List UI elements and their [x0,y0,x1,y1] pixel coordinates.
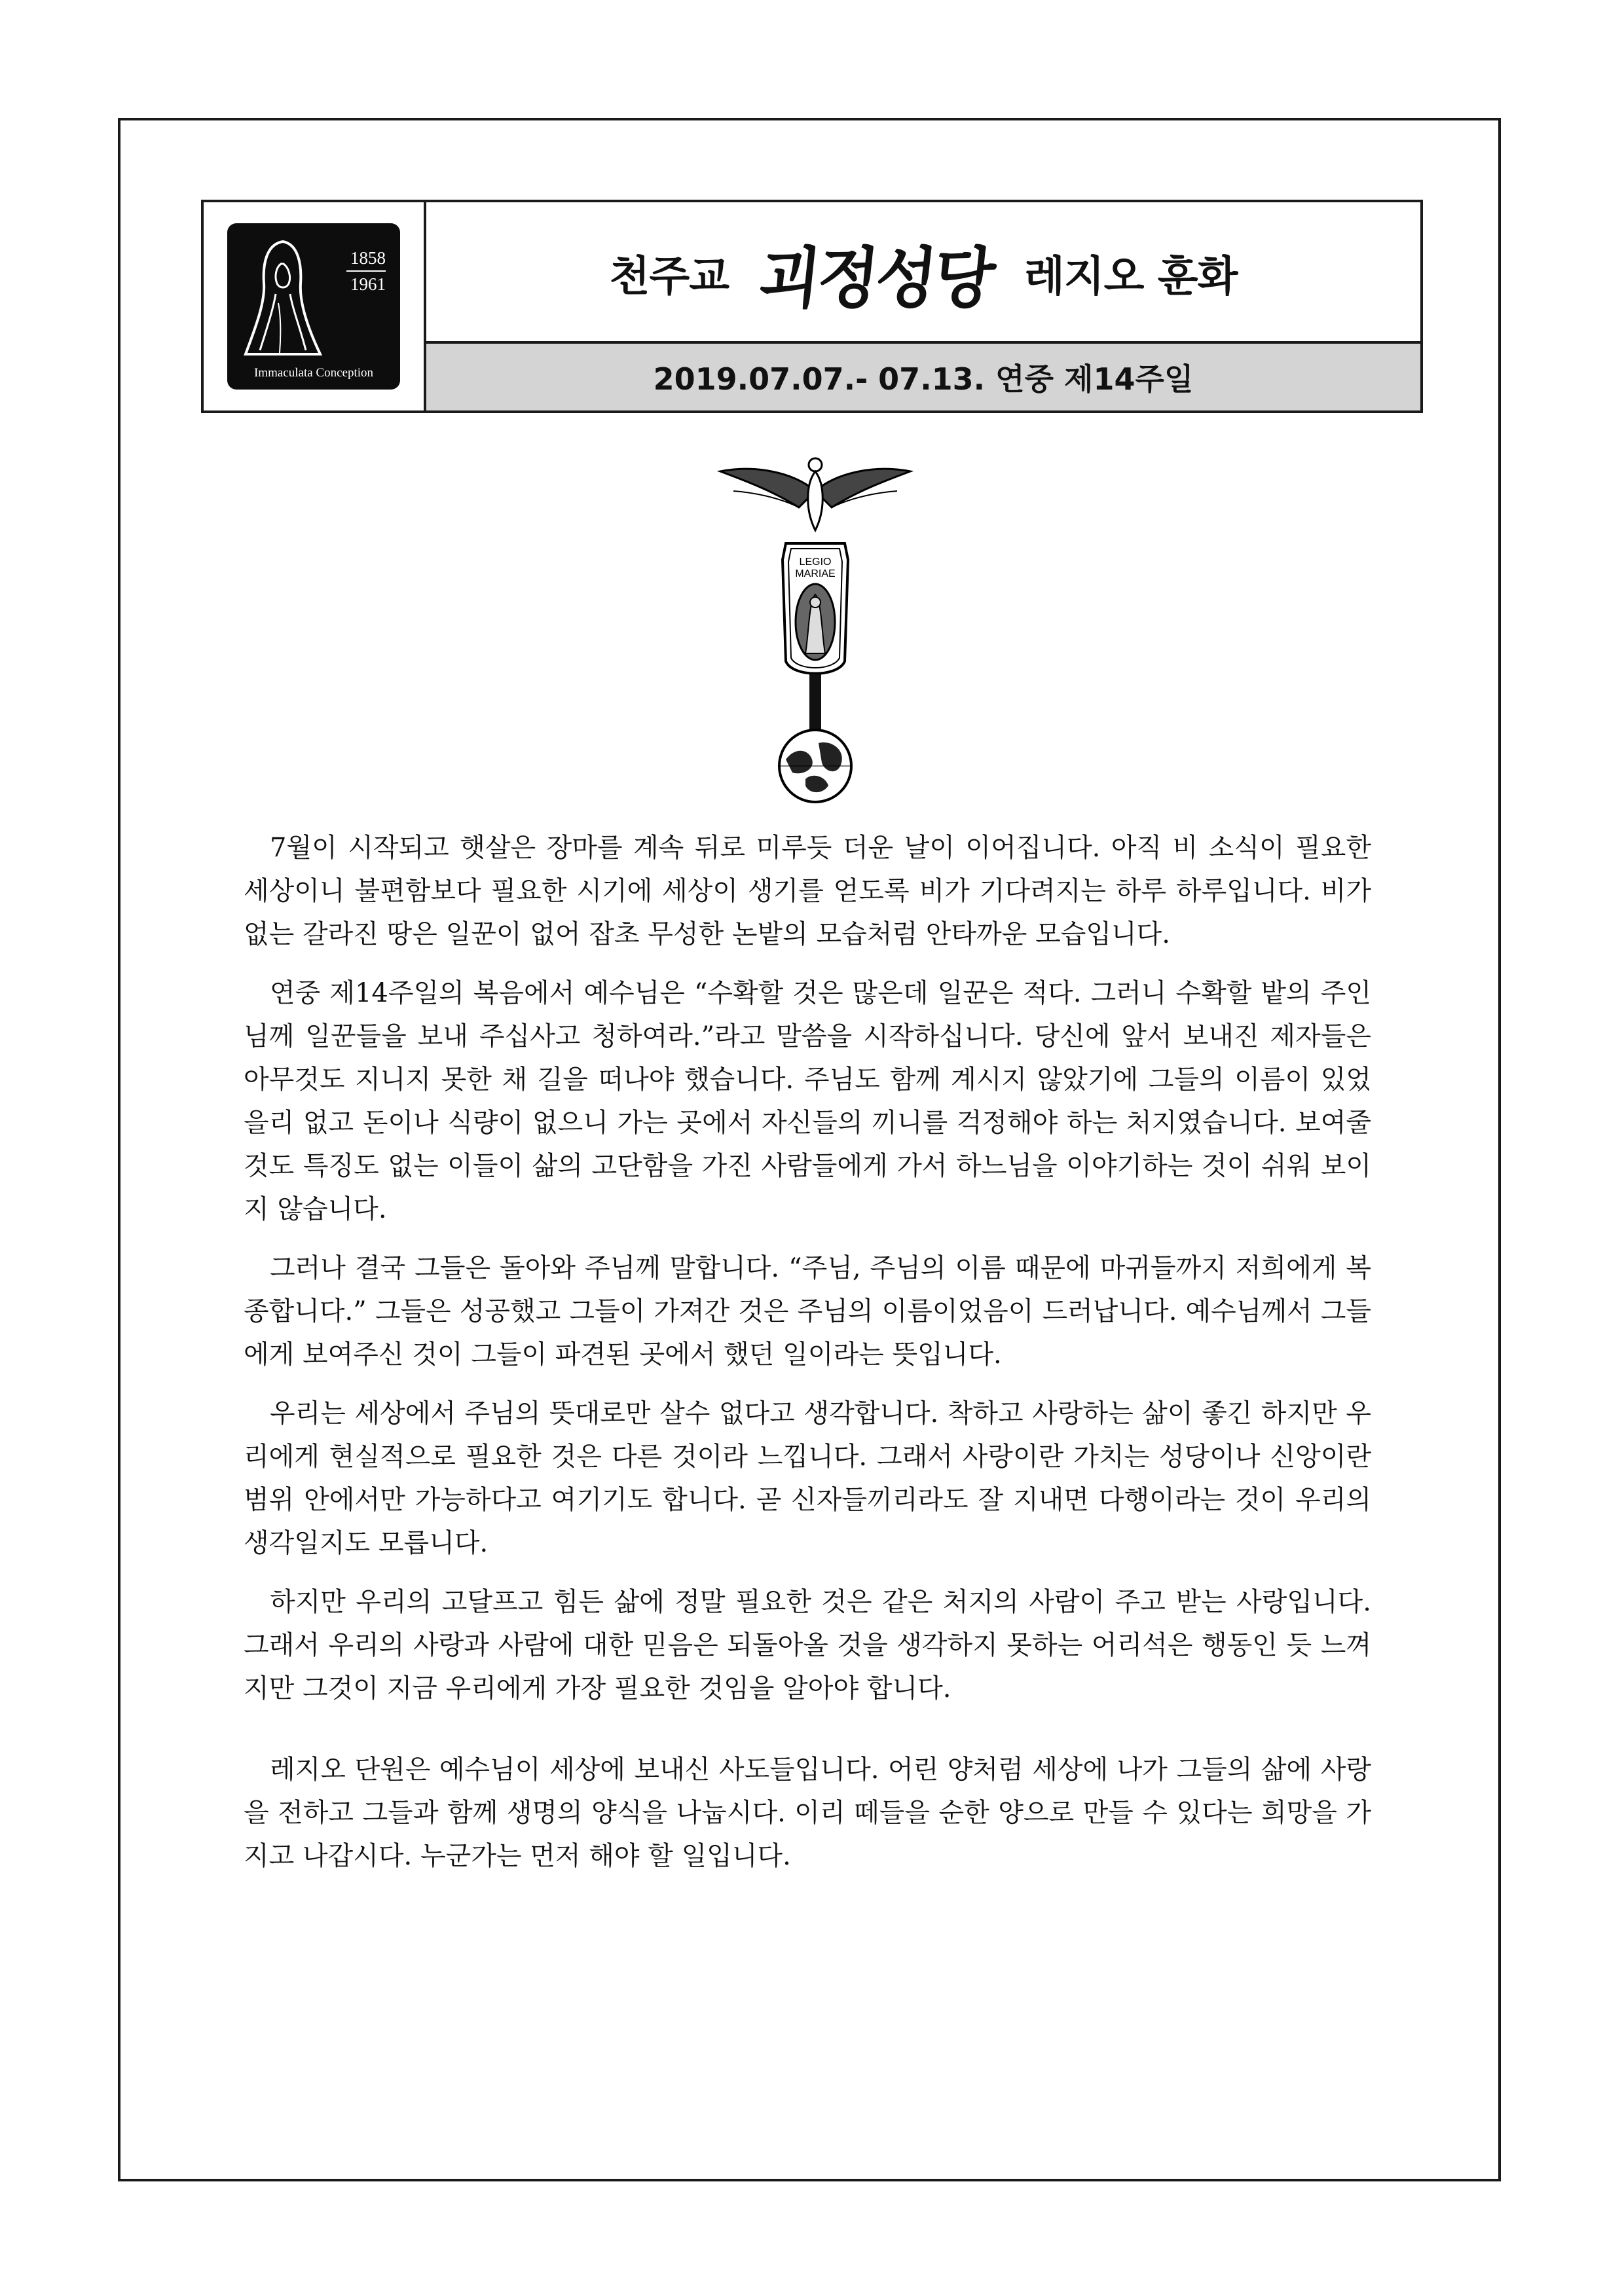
paragraph-2: 연중 제14주일의 복음에서 예수님은 “수확할 것은 많은데 일꾼은 적다. 그러니 수확할 밭의 주인님께 일꾼들을 보내 주십사고 청하여라.”라고 말씀을 시작하십니다. 당신에 앞서 보내진 제자들은 아무것도 지니지 못한 채 길을 떠나야 했습니다. 주님도 함께 계시지 않았기에 그들의 이름이 있었을리 없고 돈이나 식량이 없으니 가는 곳에서 자신들의 끼니를 걱정해야 하는 처지였습니다. 보여줄 것도 특징도 없는 이들이 삶의 고단함을 가진 사람들에게 가서 하느님을 이야기하는 것이 쉬워 보이지 않습니다. [244,978,1371,1224]
paragraph-6: 레지오 단원은 예수님이 세상에 보내신 사도들입니다. 어린 양처럼 세상에 나가 그들의 삶에 사랑을 전하고 그들과 함께 생명의 양식을 나눕시다. 이리 떼들을 순한 양으로 만들 수 있다는 희망을 가지고 나갑시다. 누군가는 먼저 해야 할 일입니다. [244,1755,1371,1871]
parish-name-calligraphy: 괴정성당 [756,239,997,317]
emblem-label-line2: MARIAE [795,568,836,579]
paragraph-3: 그러나 결국 그들은 돌아와 주님께 말합니다. “주님, 주님의 이름 때문에 마귀들까지 저희에게 복종합니다.” 그들은 성공했고 그들이 가져간 것은 주님의 이름이었음이 드러납니다. 예수님께서 그들에게 보여주신 것이 그들이 파견된 곳에서 했던 일이라는 뜻입니다. [244,1253,1371,1370]
paragraph-1: 7월이 시작되고 햇살은 장마를 계속 뒤로 미루듯 더운 날이 이어집니다. 아직 비 소식이 필요한 세상이니 불편함보다 필요한 시기에 세상이 생기를 얻도록 비가 기다려지는 하루 하루입니다. 비가 없는 갈라진 땅은 일꾼이 없어 잡초 무성한 논밭의 모습처럼 안타까운 모습입니다. [244,833,1371,949]
bulletin-header [201,200,1423,413]
logo-divider [346,270,386,272]
logo-cell [204,202,426,410]
title-suffix: 레지오 훈화 [1024,253,1238,301]
parish-logo [227,223,400,390]
title-prefix: 천주교 [609,253,729,301]
logo-caption: Immaculata Conception [253,366,374,380]
paragraph-4: 우리는 세상에서 주님의 뜻대로만 살수 없다고 생각합니다. 착하고 사랑하는 삶이 좋긴 하지만 우리에게 현실적으로 필요한 것은 다른 것이라 느낍니다. 그래서 사랑이란 가치는 성당이나 신앙이란 범위 안에서만 가능하다고 여기기도 합니다. 곧 신자들끼리라도 잘 지내면 다행이라는 것이 우리의 생각일지도 모릅니다. [244,1398,1371,1558]
title-cell [426,202,1420,344]
reflection-body [244,826,1371,1893]
legio-mariae-emblem [714,445,917,805]
emblem-label-line1: LEGIO [799,556,832,568]
paragraph-5: 하지만 우리의 고달프고 힘든 삶에 정말 필요한 것은 같은 처지의 사람이 주고 받는 사랑입니다. 그래서 우리의 사랑과 사람에 대한 믿음은 되돌아올 것을 생각하지 못하는 어리석은 행동인 듯 느껴지만 그것이 지금 우리에게 가장 필요한 것임을 알아야 합니다. [244,1587,1371,1704]
logo-year-start: 1858 [350,248,386,268]
logo-year-end: 1961 [350,274,386,294]
madonna-figure-icon [240,238,325,362]
date-banner: 2019.07.07.- 07.13. 연중 제14주일 [426,341,1420,410]
